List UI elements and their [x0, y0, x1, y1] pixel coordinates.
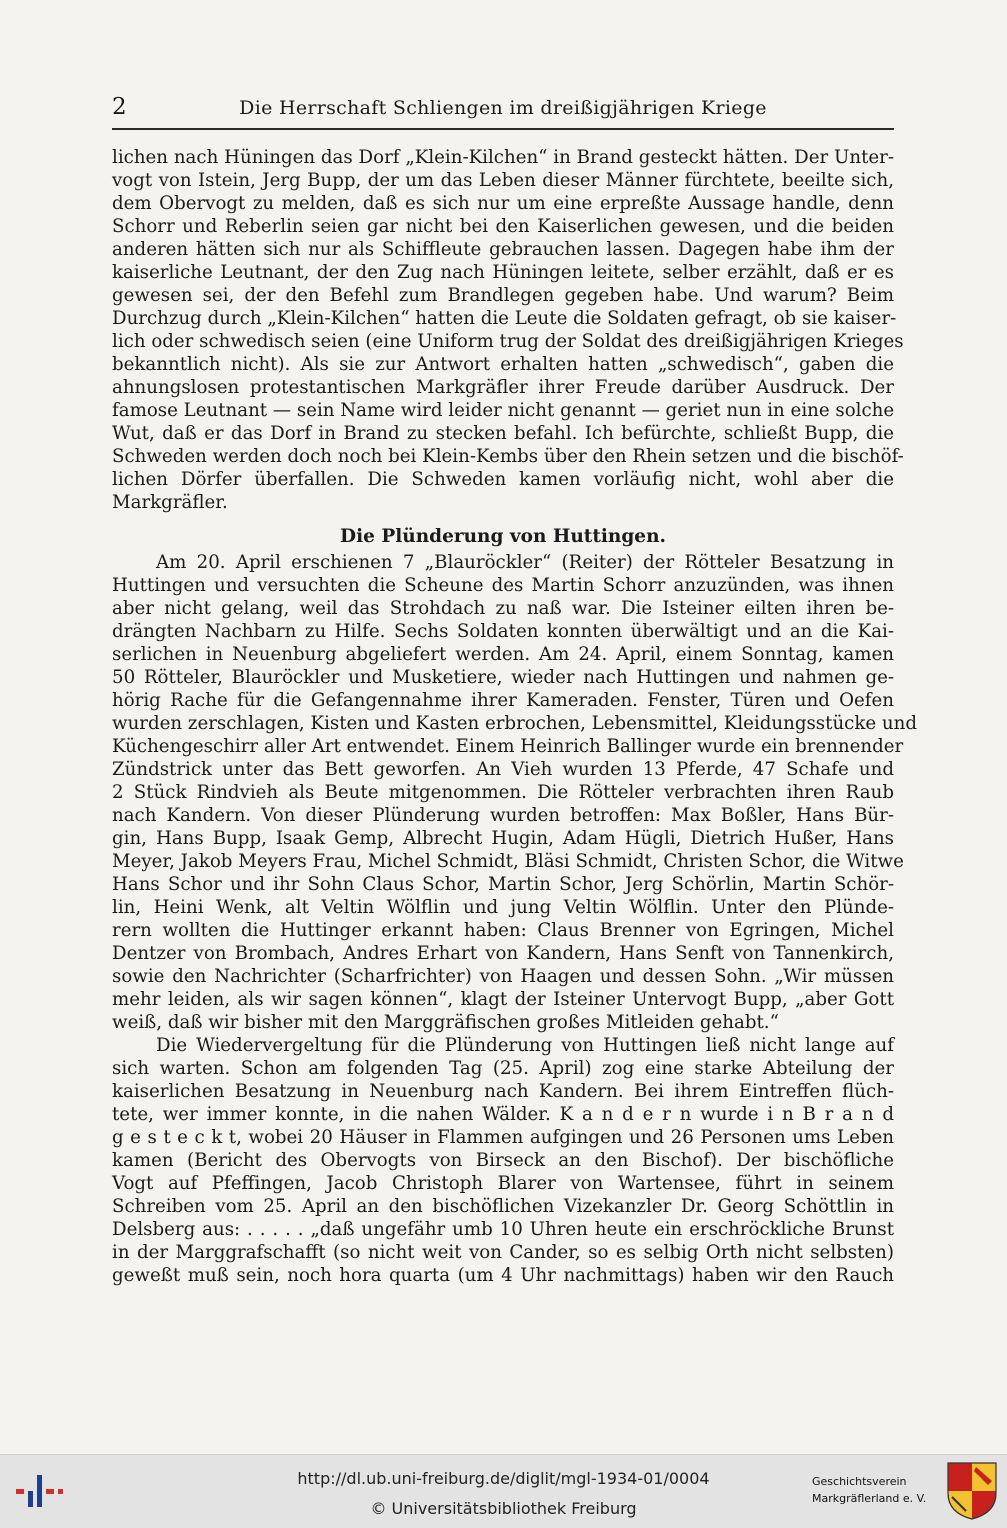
paragraph-2 — [112, 551, 917, 1034]
text-line: Die Wiedervergeltung für die Plünderung von Huttingen ließ nicht lange auf — [156, 1035, 894, 1056]
header-rule — [112, 128, 894, 130]
text-line: geweßt muß sein, noch hora quarta (um 4 Uhr nachmittags) haben wir den Rauch — [112, 1265, 894, 1286]
text-line: Zündstrick unter das Bett geworfen. An Vieh wurden 13 Pferde, 47 Schafe und — [112, 759, 894, 780]
text-line: kaiserliche Leutnant, der den Zug nach Hüningen leitete, selber erzählt, daß er es — [112, 262, 894, 283]
text-line: serlichen in Neuenburg abgeliefert werden. Am 24. April, einem Sonntag, kamen — [112, 644, 894, 665]
text-line: Delsberg aus: . . . . . „daß ungefähr umb 10 Uhren heute ein erschröckliche Brunst — [112, 1219, 894, 1240]
body-text — [112, 146, 917, 1287]
text-line: lichen Dörfer überfallen. Die Schweden kamen vorläufig nicht, wohl aber die — [112, 469, 894, 490]
text-line: anderen hätten sich nur als Schiffleute gebrauchen lassen. Dagegen habe ihm der — [112, 239, 894, 260]
permalink-link[interactable]: http://dl.ub.uni-freiburg.de/diglit/mgl-1934-01/0004 — [297, 1469, 710, 1488]
text-line: Küchengeschirr aller Art entwendet. Einem Heinrich Ballinger wurde ein brennender — [112, 736, 904, 757]
text-line: Schweden werden doch noch bei Klein-Kembs über den Rhein setzen und die bischöf- — [112, 446, 904, 467]
text-line: Dentzer von Brombach, Andres Erhart von Kandern, Hans Senft von Tannenkirch, — [112, 943, 894, 964]
running-title: Die Herrschaft Schliengen im dreißigjährigen Kriege — [239, 97, 767, 119]
text-line: Hans Schor und ihr Sohn Claus Schor, Martin Schor, Jerg Schörlin, Martin Schör- — [112, 874, 894, 895]
text-line: gewesen sei, der den Befehl zum Brandlegen gegeben habe. Und warum? Beim — [112, 285, 894, 306]
text-line: aber nicht gelang, weil das Strohdach zu naß war. Die Isteiner eilten ihren be- — [112, 598, 894, 619]
society-name-line2: Markgräflerland e. V. — [812, 1492, 927, 1505]
text-line: drängten Nachbarn zu Hilfe. Sechs Soldaten konnten überwältigt und an die Kai- — [112, 621, 894, 642]
text-line: wurden zerschlagen, Kisten und Kasten erbrochen, Lebensmittel, Kleidungsstücke und — [112, 713, 917, 734]
text-line: kaiserlichen Besatzung in Neuenburg nach Kandern. Bei ihrem Eintreffen flüch- — [112, 1081, 894, 1102]
text-line: mehr leiden, als wir sagen können“, klagt der Isteiner Untervogt Bupp, „aber Gott — [112, 989, 894, 1010]
text-line: lichen nach Hüningen das Dorf „Klein-Kilchen“ in Brand gesteckt hätten. Der Unter- — [112, 147, 894, 168]
text-line: sowie den Nachrichter (Scharfrichter) von Haagen und dessen Sohn. „Wir müssen — [112, 966, 894, 987]
text-line: dem Obervogt zu melden, daß es sich nur um eine erpreßte Aussage handle, denn — [112, 193, 894, 214]
text-line: ahnungslosen protestantischen Markgräfler ihrer Freude darüber Ausdruck. Der — [112, 377, 894, 398]
text-line: gin, Hans Bupp, Isaak Gemp, Albrecht Hugin, Adam Hügli, Dietrich Hußer, Hans — [112, 828, 894, 849]
society-name-line1: Geschichtsverein — [812, 1475, 907, 1488]
text-line: Markgräfler. — [112, 492, 228, 513]
text-line: g e s t e c k t, wobei 20 Häuser in Flammen aufgingen und 26 Personen ums Leben — [112, 1127, 894, 1148]
copyright-text: © Universitätsbibliothek Freiburg — [370, 1499, 637, 1518]
text-line: sich warten. Schon am folgenden Tag (25. April) zog eine starke Abteilung der — [112, 1058, 894, 1079]
text-line: lich oder schwedisch seien (eine Uniform trug der Soldat des dreißigjährigen Krieges — [112, 331, 904, 352]
text-line: 2 Stück Rindvieh als Beute mitgenommen. Die Rötteler verbrachten ihren Raub — [112, 782, 894, 803]
text-line: tete, wer immer konnte, in die nahen Wälder. K a n d e r n wurde i n B r a n d — [112, 1104, 894, 1125]
paragraph-3 — [112, 1034, 894, 1287]
society-name — [812, 1473, 942, 1507]
page-header — [112, 92, 894, 126]
text-line: 50 Rötteler, Blauröckler und Musketiere, wieder nach Huttingen und nahmen ge- — [112, 667, 894, 688]
text-line: kamen (Bericht des Obervogts von Birseck an den Bischof). Der bischöfliche — [112, 1150, 894, 1171]
text-line: lin, Heini Wenk, alt Veltin Wölflin und jung Veltin Wölflin. Unter den Plünde- — [112, 897, 894, 918]
text-line: Durchzug durch „Klein-Kilchen“ hatten die Leute die Soldaten gefragt, ob sie kaiser- — [112, 308, 897, 329]
text-line: in der Marggrafschafft (so nicht weit von Cander, so es selbig Orth nicht selbsten) — [112, 1242, 894, 1263]
text-line: vogt von Istein, Jerg Bupp, der um das Leben dieser Männer fürchtete, beeilte sich, — [112, 170, 894, 191]
text-line: Vogt auf Pfeffingen, Jacob Christoph Blarer von Wartensee, führt in seinem — [112, 1173, 894, 1194]
text-line: Schreiben vom 25. April an den bischöflichen Vizekanzler Dr. Georg Schöttlin in — [112, 1196, 894, 1217]
text-line: Huttingen und versuchten die Scheune des Martin Schorr anzuzünden, was ihnen — [112, 575, 894, 596]
text-line: weiß, daß wir bisher mit den Marggräfischen großes Mitleiden gehabt.“ — [112, 1012, 779, 1033]
text-line: famose Leutnant — sein Name wird leider nicht genannt — geriet nun in eine solche — [112, 400, 895, 421]
text-line: bekanntlich nicht). Als sie zur Antwort erhalten hatten „schwedisch“, gaben die — [112, 354, 894, 375]
coat-of-arms-icon — [946, 1461, 998, 1521]
text-line: Am 20. April erschienen 7 „Blauröckler“ (Reiter) der Rötteler Besatzung in — [156, 552, 894, 573]
page-number: 2 — [112, 94, 127, 120]
text-line: Wut, daß er das Dorf in Brand zu stecken befahl. Ich befürchte, schließt Bupp, die — [112, 423, 894, 444]
text-line: hörig Rache für die Gefangennahme ihrer Kameraden. Fenster, Türen und Oefen — [112, 690, 894, 711]
text-line: Schorr und Reberlin seien gar nicht bei den Kaiserlichen gewesen, und die beiden — [112, 216, 894, 237]
text-line: nach Kandern. Von dieser Plünderung wurden betroffen: Max Boßler, Hans Bür- — [112, 805, 894, 826]
viewer-footer — [0, 1454, 1007, 1528]
paragraph-1 — [112, 146, 904, 514]
text-line: rern wollten die Huttinger erkannt haben: Claus Brenner von Egringen, Michel — [112, 920, 894, 941]
text-line: Meyer, Jakob Meyers Frau, Michel Schmidt, Bläsi Schmidt, Christen Schor, die Witwe — [112, 851, 904, 872]
section-heading: Die Plünderung von Huttingen. — [340, 526, 666, 547]
